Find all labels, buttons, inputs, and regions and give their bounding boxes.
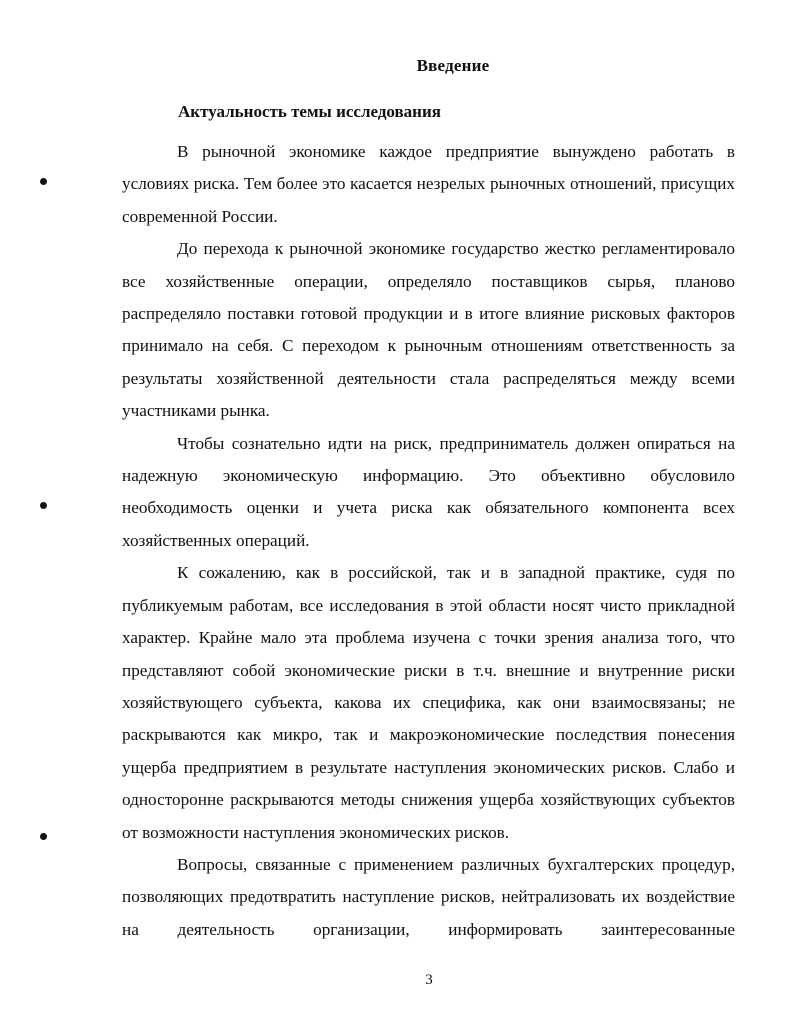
- page-number: 3: [425, 972, 433, 988]
- section-subtitle: Актуальность темы исследования: [178, 102, 441, 121]
- margin-bullet-mark-1: [40, 178, 47, 185]
- body-text: [122, 136, 735, 946]
- paragraph-2: До перехода к рыночной экономике государство жестко регламентировало все хозяйственные операции, определяло поставщиков сырья, планово распределяло поставки готовой продукции и в итоге влияние рисковых факторов принимало на себя. С переходом к рыночным отношениям ответственность за результаты хозяйственной деятельности стала распределяться между всеми участниками рынка.: [122, 239, 735, 421]
- page-title: Введение: [416, 56, 490, 75]
- paragraph-1: В рыночной экономике каждое предприятие вынуждено работать в условиях риска. Тем более это касается незрелых рыночных отношений, присущих современной России.: [122, 142, 735, 226]
- margin-bullet-mark-2: [40, 502, 47, 509]
- margin-bullet-mark-3: [40, 833, 47, 840]
- paragraph-5: Вопросы, связанные с применением различных бухгалтерских процедур, позволяющих предотвратить наступление рисков, нейтрализовать их воздействие на деятельность организации, информировать заинтересованные: [122, 854, 735, 939]
- paragraph-3: Чтобы сознательно идти на риск, предприниматель должен опираться на надежную экономическую информацию. Это объективно обусловило необходимость оценки и учета риска как обязательного компонента всех хозяйственных операций.: [122, 433, 735, 550]
- paragraph-4: К сожалению, как в российской, так и в западной практике, судя по публикуемым работам, все исследования в этой области носят чисто прикладной характер. Крайне мало эта проблема изучена с точки зрения анализа того, что представляют собой экономические риски в т.ч. внешние и внутренние риски хозяйствующего субъекта, какова их специфика, как они взаимосвязаны; не раскрываются как микро, так и макроэкономические последствия понесения ущерба предприятием в результате наступления экономических рисков. Слабо и односторонне раскрываются методы снижения ущерба хозяйствующих субъектов от возможности наступления экономических рисков.: [122, 563, 735, 842]
